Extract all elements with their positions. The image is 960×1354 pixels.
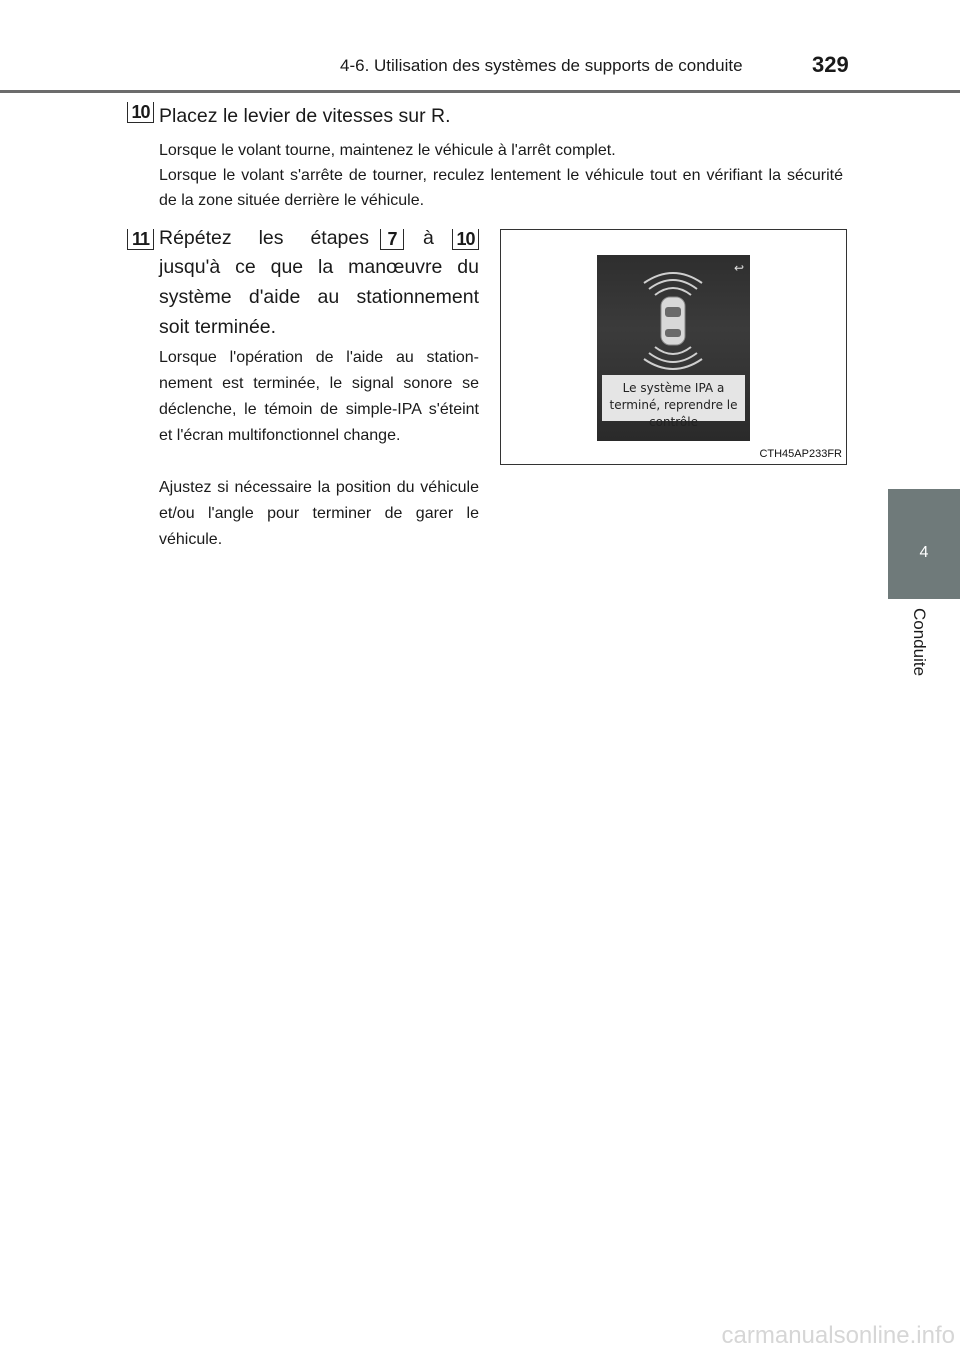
multi-info-display bbox=[597, 255, 750, 441]
step-11-heading-rest: jusqu'à ce que la manœuvre du système d'aide au stationnement soit terminée. bbox=[159, 256, 479, 338]
step-10-paragraph-2: Lorsque le volant s'arrête de tourner, reculez lentement le véhicule tout en vérifiant la sécurité de la zone située derrière le véhicule. bbox=[159, 167, 843, 209]
figure-code: CTH45AP233FR bbox=[759, 448, 842, 460]
step-11-paragraph-2: Ajustez si nécessaire la position du véhicule et/ou l'angle pour terminer de garer le véhicule. bbox=[159, 479, 479, 548]
parking-sensor-graphic bbox=[597, 255, 750, 375]
step-10-paragraph-1: Lorsque le volant tourne, maintenez le véhicule à l'arrêt complet. bbox=[159, 142, 616, 159]
step-10-heading: Placez le levier de vitesses sur R. bbox=[159, 105, 451, 127]
section-title: 4-6. Utilisation des systèmes de supports de conduite bbox=[340, 56, 743, 75]
car-top-view-icon bbox=[661, 297, 685, 345]
return-arrow-icon: ↩ bbox=[733, 261, 744, 275]
header-divider bbox=[0, 90, 960, 93]
chapter-label: Conduite bbox=[910, 608, 929, 677]
step-ref-7: 7 bbox=[380, 229, 404, 250]
watermark: carmanualsonline.info bbox=[721, 1322, 955, 1349]
step-11-heading-prefix: Répétez les étapes bbox=[159, 227, 369, 249]
step-11-paragraph-1: Lorsque l'opération de l'aide au station-nement est terminée, le signal sonore se déclenche, le témoin de simple-IPA s'éteint et l'écran multifonctionnel change. bbox=[159, 349, 479, 444]
step-11-heading-a: à bbox=[423, 227, 434, 249]
parking-assist-figure bbox=[500, 229, 847, 465]
page-number: 329 bbox=[812, 52, 849, 77]
step-badge-11: 11 bbox=[127, 229, 154, 250]
completion-message: Le système IPA a terminé, reprendre le contrôle bbox=[602, 375, 745, 421]
chapter-number: 4 bbox=[919, 544, 929, 561]
step-ref-10: 10 bbox=[452, 229, 479, 250]
chapter-tab bbox=[888, 489, 960, 599]
step-badge-10: 10 bbox=[127, 102, 154, 123]
